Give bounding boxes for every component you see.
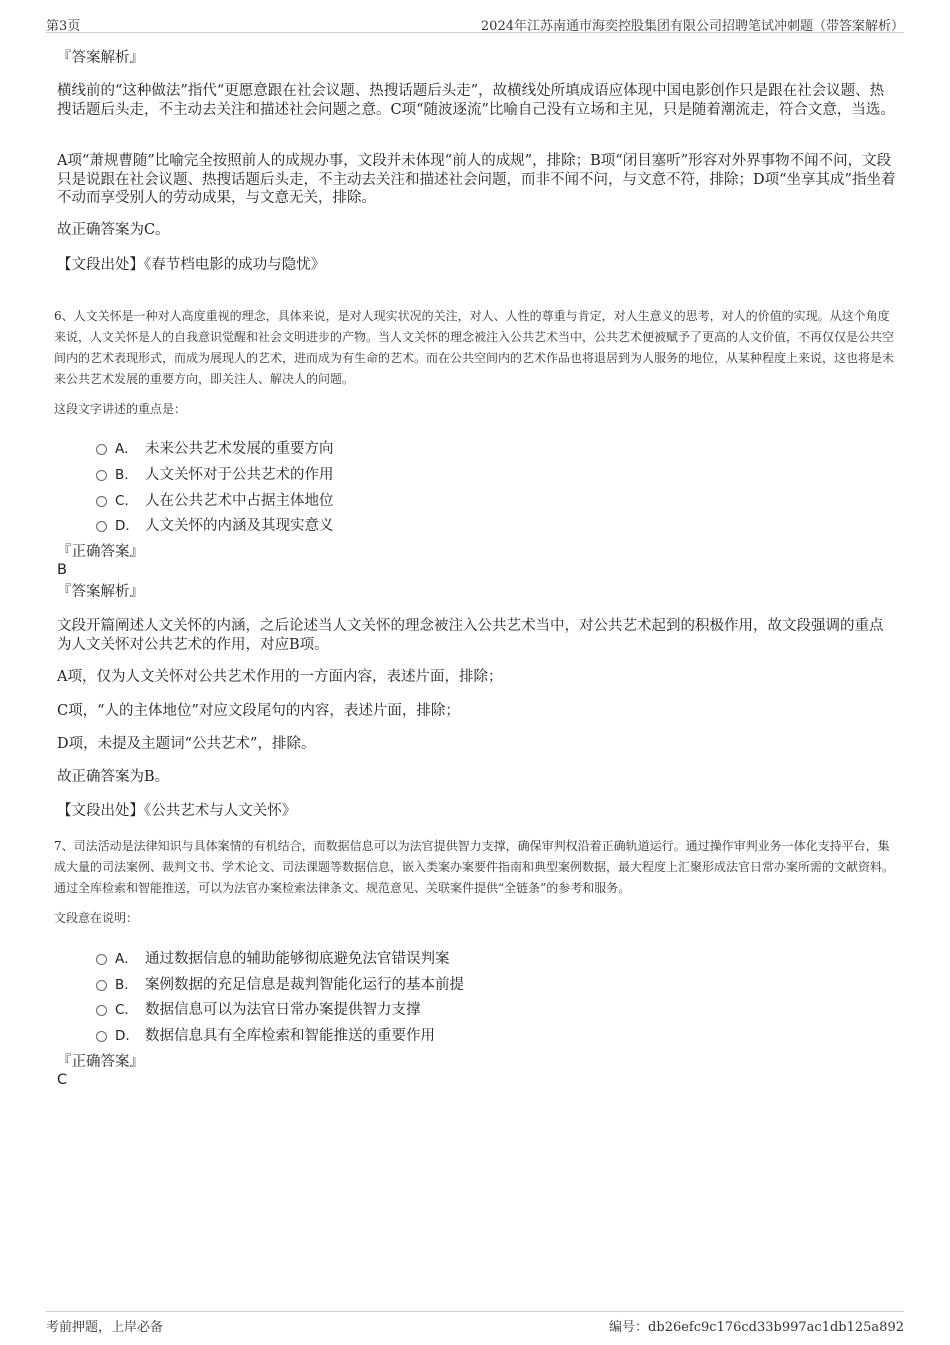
q6-option-c[interactable]: C. 人在公共艺术中占据主体地位	[96, 489, 334, 509]
prev-analysis-heading: 『答案解析』	[57, 50, 144, 66]
prev-analysis-paragraph-1: 横线前的“这种做法”指代“更愿意跟在社会议题、热搜话题后头走”，故横线处所填成语应体现中国电影创作只是跟在社会议题、热搜话题后头走，不主动去关注和描述社会问题之意。C项“随波逐流”比喻自己没有立场和主见，只是随着潮流走，符合文意，当选。	[57, 83, 895, 118]
page-footer	[46, 1311, 904, 1338]
q6-analysis-heading: 『答案解析』	[57, 584, 144, 600]
q6-stem: 6、人文关怀是一种对人高度重视的理念，具体来说，是对人现实状况的关注，对人、人性的尊重与肯定，对人生意义的思考，对人的价值的实现。从这个角度来说，人文关怀是人的自我意识觉醒和社会文明进步的产物。当人文关怀的理念被注入公共艺术当中，公共艺术便被赋予了更高的人文价值，不再仅仅是公共空间内的艺术表现形式，而成为展现人的艺术，进而成为有生命的艺术。而在公共空间内的艺术作品也将退居到为人服务的地位，从某种程度上来说，这也将是未来公共艺术发展的重要方向，即关注人、解决人的问题。	[54, 309, 895, 386]
radio-icon[interactable]	[96, 954, 107, 965]
q7-option-d[interactable]: D. 数据信息具有全库检索和智能推送的重要作用	[96, 1024, 435, 1044]
q7-option-a[interactable]: A． 通过数据信息的辅助能够彻底避免法官错误判案	[96, 947, 450, 967]
q6-answer: B	[57, 562, 67, 578]
q6-source: 【文段出处】《公共艺术与人文关怀》	[57, 803, 297, 819]
q6-analysis-1: 文段开篇阐述人文关怀的内涵，之后论述当人文关怀的理念被注入公共艺术当中，对公共艺术起到的积极作用，故文段强调的重点为人文关怀对公共艺术的作用，对应B项。	[57, 618, 884, 653]
q7-question: 文段意在说明：	[54, 911, 139, 925]
q7-option-b[interactable]: B. 案例数据的充足信息是裁判智能化运行的基本前提	[96, 973, 464, 993]
prev-answer-conclusion: 故正确答案为C。	[57, 222, 170, 238]
prev-source: 【文段出处】《春节档电影的成功与隐忧》	[57, 257, 326, 273]
radio-icon[interactable]	[96, 1031, 107, 1042]
footer-serial: 编号：db26efc9c176cd33b997ac1db125a892	[609, 1320, 904, 1335]
page-header	[46, 14, 904, 33]
q6-analysis-3: C项，“人的主体地位”对应文段尾句的内容，表述片面，排除；	[57, 703, 460, 719]
radio-icon[interactable]	[96, 521, 107, 532]
radio-icon[interactable]	[96, 470, 107, 481]
radio-icon[interactable]	[96, 980, 107, 991]
q6-answer-heading: 『正确答案』	[57, 544, 144, 560]
q7-answer-heading: 『正确答案』	[57, 1054, 144, 1070]
q6-question: 这段文字讲述的重点是：	[54, 402, 187, 416]
q6-analysis-5: 故正确答案为B。	[57, 769, 170, 785]
q7-answer: C	[57, 1072, 68, 1088]
prev-analysis-paragraph-2: A项“萧规曹随”比喻完全按照前人的成规办事，文段并未体现“前人的成规”，排除；B项“闭目塞听”形容对外界事物不闻不问，文段只是说跟在社会议题、热搜话题后头走，不主动去关注和描述社会问题，而非不闻不问，与文意不符，排除；D项“坐享其成”指坐着不动而享受别人的劳动成果，与文意无关，排除。	[57, 153, 896, 206]
q6-option-a[interactable]: A． 未来公共艺术发展的重要方向	[96, 437, 334, 457]
q7-option-c[interactable]: C. 数据信息可以为法官日常办案提供智力支撑	[96, 998, 421, 1018]
radio-icon[interactable]	[96, 1005, 107, 1016]
q6-analysis-2: A项，仅为人文关怀对公共艺术作用的一方面内容，表述片面，排除；	[57, 669, 503, 685]
page-number: 第3页	[46, 19, 81, 34]
radio-icon[interactable]	[96, 496, 107, 507]
radio-icon[interactable]	[96, 444, 107, 455]
q6-option-b[interactable]: B. 人文关怀对于公共艺术的作用	[96, 463, 334, 483]
q7-stem: 7、司法活动是法律知识与具体案情的有机结合，而数据信息可以为法官提供智力支撑，确保审判权沿着正确轨道运行。通过操作审判业务一体化支持平台，集成大量的司法案例、裁判文书、学术论文、司法课题等数据信息，嵌入类案办案要件指南和典型案例数据，最大程度上汇聚形成法官日常办案所需的文献资料。通过全库检索和智能推送，可以为法官办案检索法律条文、规范意见、关联案件提供“全链条”的参考和服务。	[54, 839, 895, 895]
footer-slogan: 考前押题，上岸必备	[46, 1320, 164, 1335]
q6-analysis-4: D项，未提及主题词“公共艺术”，排除。	[57, 736, 316, 752]
q6-option-d[interactable]: D. 人文关怀的内涵及其现实意义	[96, 514, 334, 534]
document-title: 2024年江苏南通市海奕控股集团有限公司招聘笔试冲刺题（带答案解析）	[480, 19, 904, 34]
